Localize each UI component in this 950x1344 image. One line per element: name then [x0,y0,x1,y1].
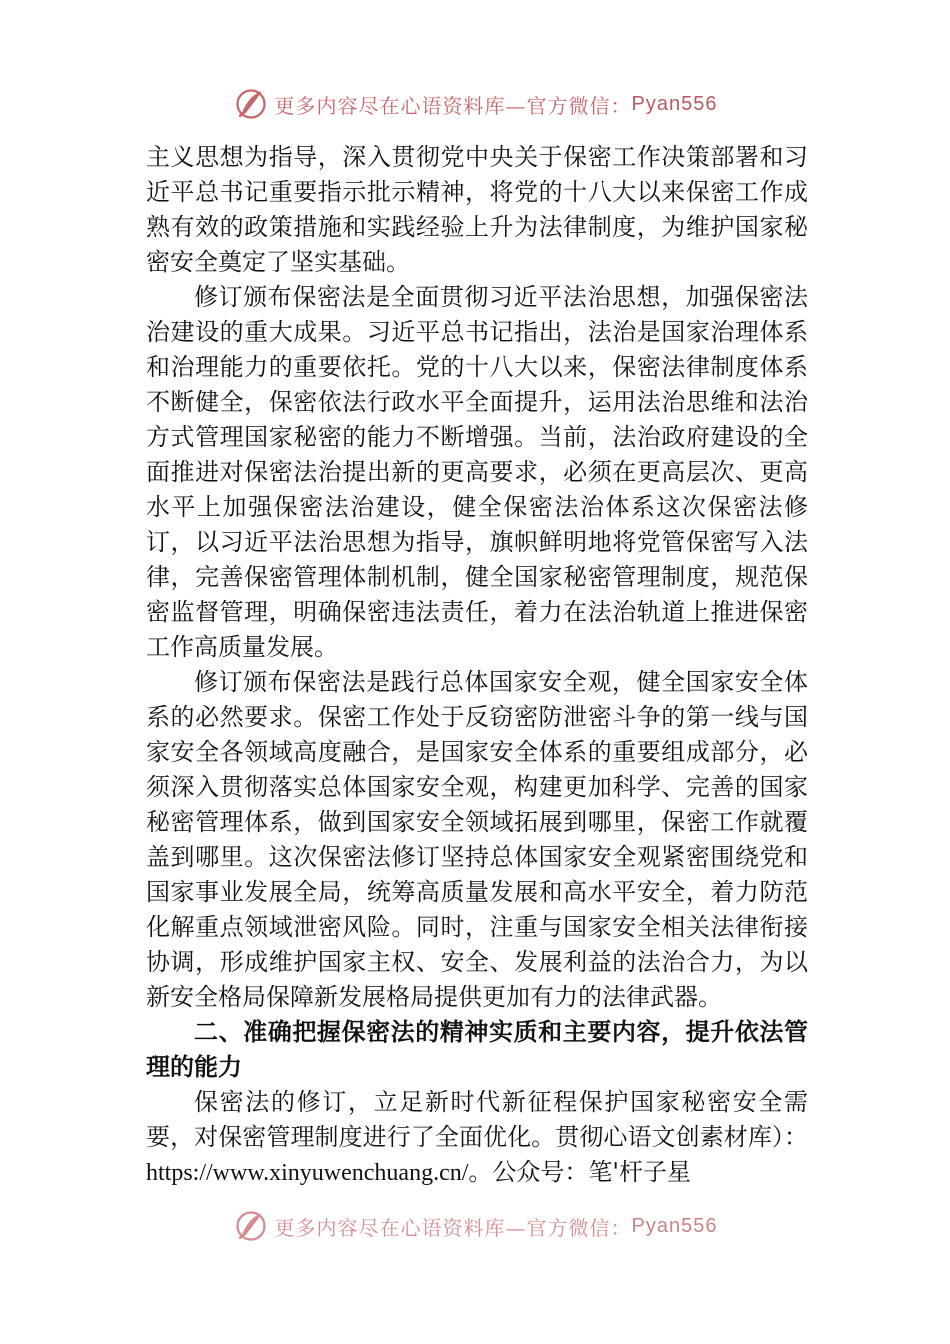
section-heading: 二、准确把握保密法的精神实质和主要内容，提升依法管理的能力 [146,1018,808,1081]
watermark-header [0,84,950,124]
watermark-id: Pyan556 [631,92,718,115]
paragraph: 修订颁布保密法是践行总体国家安全观，健全国家安全体系的必然要求。保密工作处于反窃密防泄密斗争的第一线与国家安全各领域高度融合，是国家安全体系的重要组成部分，必须深入贯彻落实总体国家安全观，构建更加科学、完善的国家秘密管理体系，做到国家安全领域拓展到哪里，保密工作就覆盖到哪里。这次保密法修订坚持总体国家安全观紧密围绕党和国家事业发展全局，统筹高质量发展和高水平安全，着力防范化解重点领域泄密风险。同时，注重与国家安全相关法律衔接协调，形成维护国家主权、安全、发展利益的法治合力，为以新安全格局保障新发展格局提供更加有力的法律武器。 [146,668,808,1011]
source-link[interactable]: https://www.xinyuwenchuang.cn/ [146,1160,469,1186]
brush-logo-icon [233,1208,269,1244]
paragraph-text: 。公众号：笔'杆子星 [468,1158,692,1186]
document-body [146,140,808,1191]
paragraph [146,1085,808,1191]
watermark-id: Pyan556 [631,1214,718,1237]
paragraph: 修订颁布保密法是全面贯彻习近平法治思想，加强保密法治建设的重大成果。习近平总书记指出，法治是国家治理体系和治理能力的重要依托。党的十八大以来，保密法律制度体系不断健全，保密依法行政水平全面提升，运用法治思维和法治方式管理国家秘密的能力不断增强。当前，法治政府建设的全面推进对保密法治提出新的更高要求，必须在更高层次、更高水平上加强保密法治建设，健全保密法治体系这次保密法修订，以习近平法治思想为指导，旗帜鲜明地将党管保密写入法律，完善保密管理体制机制，健全国家秘密管理制度，规范保密监督管理，明确保密违法责任，着力在法治轨道上推进保密工作高质量发展。 [146,283,808,661]
brush-logo-icon [233,86,269,122]
watermark-text: 更多内容尽在心语资料库—官方微信： [274,1215,632,1240]
watermark-text: 更多内容尽在心语资料库—官方微信： [274,93,632,118]
watermark-footer [0,1208,950,1244]
paragraph: 主义思想为指导，深入贯彻党中央关于保密工作决策部署和习近平总书记重要指示批示精神，将党的十八大以来保密工作成熟有效的政策措施和实践经验上升为法律制度，为维护国家秘密安全奠定了坚实基础。 [146,143,808,276]
paragraph-text: 保密法的修订，立足新时代新征程保护国家秘密安全需要，对保密管理制度进行了全面优化。贯彻心语文创素材库）： [146,1088,808,1151]
